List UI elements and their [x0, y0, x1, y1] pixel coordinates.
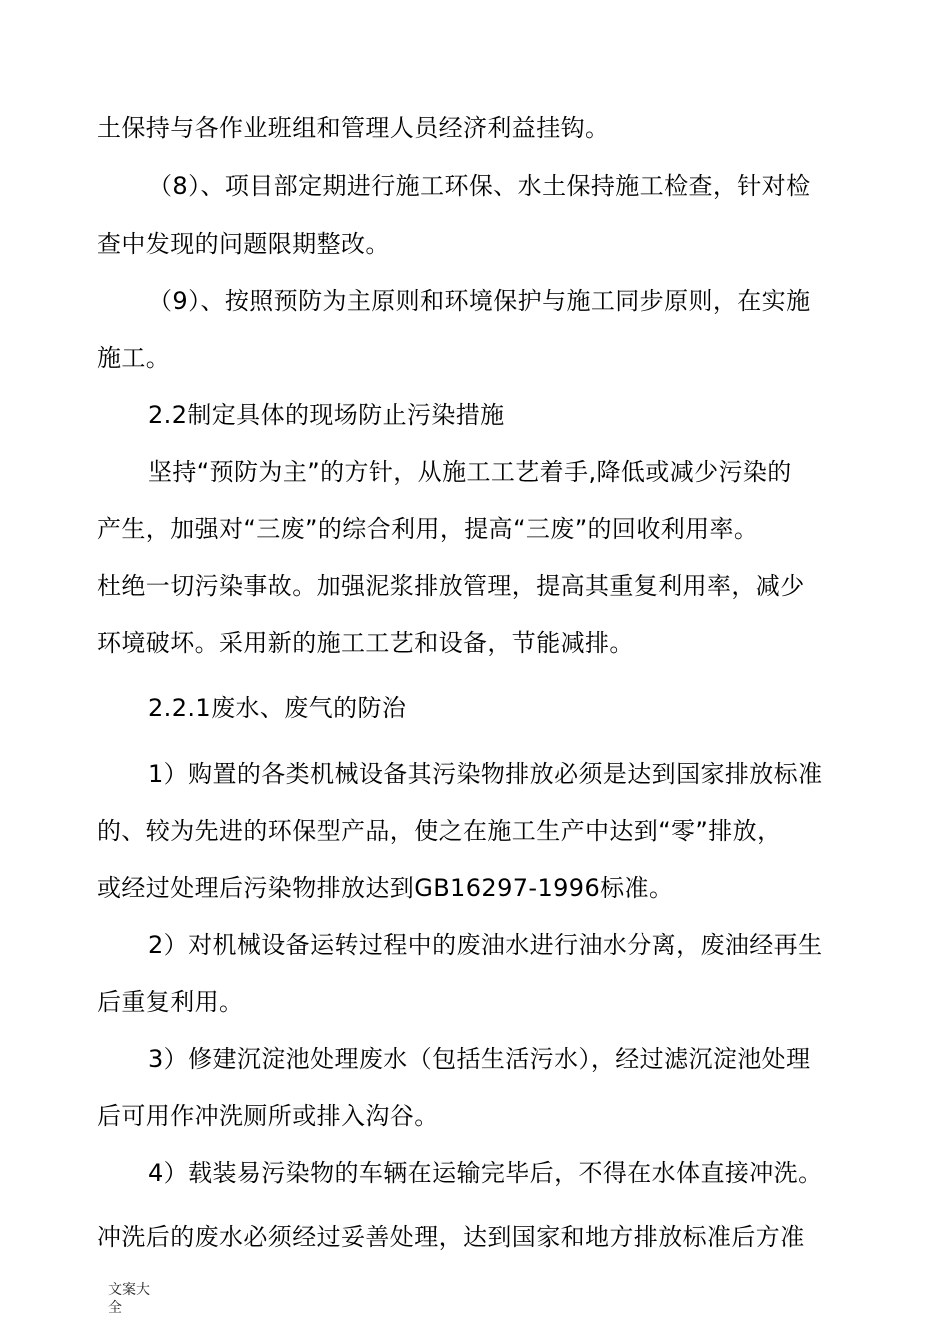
paragraph-line: 4）载装易污染物的车辆在运输完毕后，不得在水体直接冲洗。	[148, 1159, 823, 1187]
paragraph-line: （8）、项目部定期进行施工环保、水土保持施工检查，针对检	[148, 172, 811, 200]
paragraph-line: 查中发现的问题限期整改。	[97, 230, 390, 258]
subsection-heading: 2.2.1废水、废气的防治	[148, 694, 407, 722]
paragraph-line: 施工。	[97, 344, 171, 372]
paragraph-line: 2）对机械设备运转过程中的废油水进行油水分离，废油经再生	[148, 931, 823, 959]
paragraph-line: 冲洗后的废水必须经过妥善处理，达到国家和地方排放标准后方准	[97, 1223, 805, 1251]
footer-watermark-text: 文案大全	[108, 1282, 150, 1316]
paragraph-line: 环境破坏。采用新的施工工艺和设备，节能减排。	[97, 629, 634, 657]
paragraph-line: 后可用作冲洗厕所或排入沟谷。	[97, 1102, 439, 1130]
paragraph-line: 的、较为先进的环保型产品，使之在施工生产中达到“零”排放，	[97, 817, 782, 845]
paragraph-line: 后重复利用。	[97, 988, 244, 1016]
paragraph-line: （9）、按照预防为主原则和环境保护与施工同步原则，在实施	[148, 287, 811, 315]
paragraph-line: 3）修建沉淀池处理废水（包括生活污水），经过滤沉淀池处理	[148, 1045, 811, 1073]
paragraph-line: 或经过处理后污染物排放达到GB16297-1996标准。	[97, 874, 674, 902]
paragraph-line: 坚持“预防为主”的方针，从施工工艺着手,降低或减少污染的	[148, 458, 792, 486]
paragraph-line: 产生，加强对“三废”的综合利用，提高“三废”的回收利用率。	[97, 515, 759, 543]
paragraph-line: 杜绝一切污染事故。加强泥浆排放管理，提高其重复利用率，减少	[97, 572, 805, 600]
paragraph-line: 土保持与各作业班组和管理人员经济利益挂钩。	[97, 114, 610, 142]
paragraph-line: 1）购置的各类机械设备其污染物排放必须是达到国家排放标准	[148, 760, 823, 788]
section-heading: 2.2制定具体的现场防止污染措施	[148, 401, 505, 429]
